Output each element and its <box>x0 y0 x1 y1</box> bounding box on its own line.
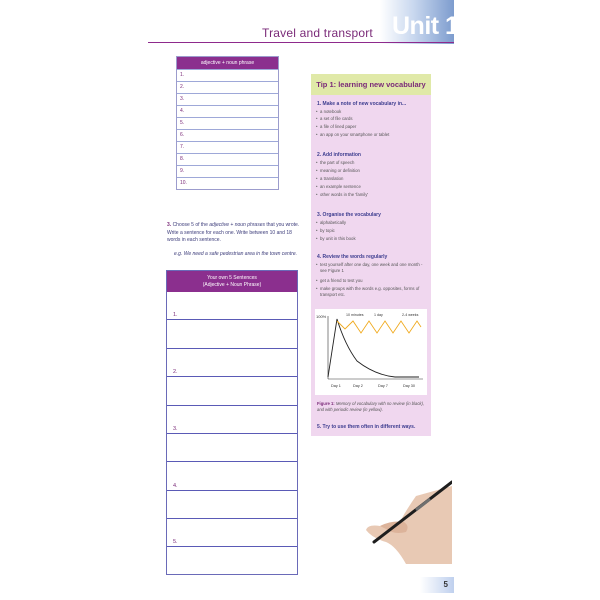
figure-caption-text: Memory of vocabulary with no review (in black), and with periodic review (in yellow). <box>317 401 425 412</box>
task-number: 3. <box>167 222 172 228</box>
sentence-number: 2. <box>173 369 178 375</box>
sentence-rule <box>167 433 297 434</box>
sentence-rule <box>167 376 297 377</box>
tip-section-heading: 1. Make a note of new vocabulary in... <box>317 101 407 107</box>
x-tick-label: Day 7 <box>378 384 388 388</box>
tip-bullet: • get a friend to test you <box>320 278 428 284</box>
sentence-rule <box>167 348 297 349</box>
sentence-rule <box>167 405 297 406</box>
header-divider <box>148 42 454 43</box>
tip-bullet: • by unit in this book <box>320 236 428 242</box>
figure-caption <box>317 401 427 413</box>
sentence-rule <box>167 319 297 320</box>
tip-bullet: • other words in the 'family' <box>320 192 428 198</box>
x-tick-label: Day 30 <box>403 384 416 388</box>
sentence-rule <box>167 518 297 519</box>
unit-label: Unit 1 <box>392 12 459 40</box>
tip-bullet: • a notebook <box>320 109 428 115</box>
task-text-a: Choose 5 of the <box>172 222 210 228</box>
sentence-number: 3. <box>173 426 178 432</box>
sentence-rule <box>167 490 297 491</box>
page-number-box <box>420 577 454 593</box>
adjective-noun-table <box>176 56 279 190</box>
sentence-rule <box>167 546 297 547</box>
tip-section-heading: 5. Try to use them often in different ways. <box>317 424 416 430</box>
review-label: 1 day <box>374 313 383 317</box>
task-3-instructions <box>167 222 307 245</box>
hand-writing-photo <box>356 456 452 564</box>
table-row[interactable]: 8. <box>177 153 278 165</box>
tip-bullet: • test yourself after one day, one week and one month - see Figure 1 <box>320 262 428 274</box>
tip-bullet: • make groups with the words e.g. opposites, forms of transport etc. <box>320 286 428 298</box>
table-row[interactable]: 10. <box>177 177 278 189</box>
tip-bullet: • meaning or definition <box>320 168 428 174</box>
tip-title: Tip 1: learning new vocabulary <box>311 74 431 95</box>
tip-bullet: • a set of file cards <box>320 116 428 122</box>
tip-section-heading: 3. Organise the vocabulary <box>317 212 381 218</box>
tip-bullet: • an example sentence <box>320 184 428 190</box>
tip-bullet: • a translation <box>320 176 428 182</box>
memory-curve-graph <box>315 309 427 395</box>
tip-bullet: • a file of lined paper <box>320 124 428 130</box>
tip-section-heading: 4. Review the words regularly <box>317 254 388 260</box>
tip-bullet: • an app on your smartphone or tablet <box>320 132 428 138</box>
table-row[interactable]: 1. <box>177 69 278 81</box>
review-curve <box>337 321 421 333</box>
table-row[interactable]: 2. <box>177 81 278 93</box>
sentences-header-line1: Your own 5 Sentences <box>207 275 257 281</box>
review-label: 2-4 weeks <box>402 313 419 317</box>
task-text-b: that you wrote. <box>265 222 300 228</box>
graph-y-label: 100% <box>316 314 327 319</box>
table-row[interactable]: 7. <box>177 141 278 153</box>
x-tick-label: Day 2 <box>353 384 363 388</box>
tip-bullet: • alphabetically <box>320 220 428 226</box>
tip-section-heading: 2. Add information <box>317 152 361 158</box>
example-sentence: e.g. We need a safe pedestrian area in the town centre. <box>174 251 298 257</box>
sentence-number: 4. <box>173 483 178 489</box>
x-tick-label: Day 1 <box>331 384 341 388</box>
sentences-box <box>166 270 298 575</box>
sentence-rule <box>167 461 297 462</box>
table-row[interactable]: 4. <box>177 105 278 117</box>
sentences-header <box>167 271 297 292</box>
table-row[interactable]: 3. <box>177 93 278 105</box>
review-label: 10 minutes <box>346 313 364 317</box>
task-text-italic: adjective + noun phrases <box>209 222 265 228</box>
table-row[interactable]: 9. <box>177 165 278 177</box>
figure-label: Figure 1: <box>317 401 335 406</box>
page-header-title: Travel and transport <box>262 26 373 40</box>
tip-bullet: • by topic <box>320 228 428 234</box>
page-number: 5 <box>443 580 448 589</box>
tip-box <box>311 74 431 436</box>
sentence-number: 1. <box>173 312 178 318</box>
task-line-2: Write a sentence for each one. Write between 10 and 18 <box>167 229 292 236</box>
tip-bullet: • the part of speech <box>320 160 428 166</box>
table-row[interactable]: 6. <box>177 129 278 141</box>
task-line-3: words in each sentence. <box>167 237 221 243</box>
sentences-header-line2: (Adjective + Noun Phrase) <box>202 282 262 288</box>
table-header: adjective + noun phrase <box>177 57 278 69</box>
sentence-number: 5. <box>173 539 178 545</box>
table-row[interactable]: 5. <box>177 117 278 129</box>
